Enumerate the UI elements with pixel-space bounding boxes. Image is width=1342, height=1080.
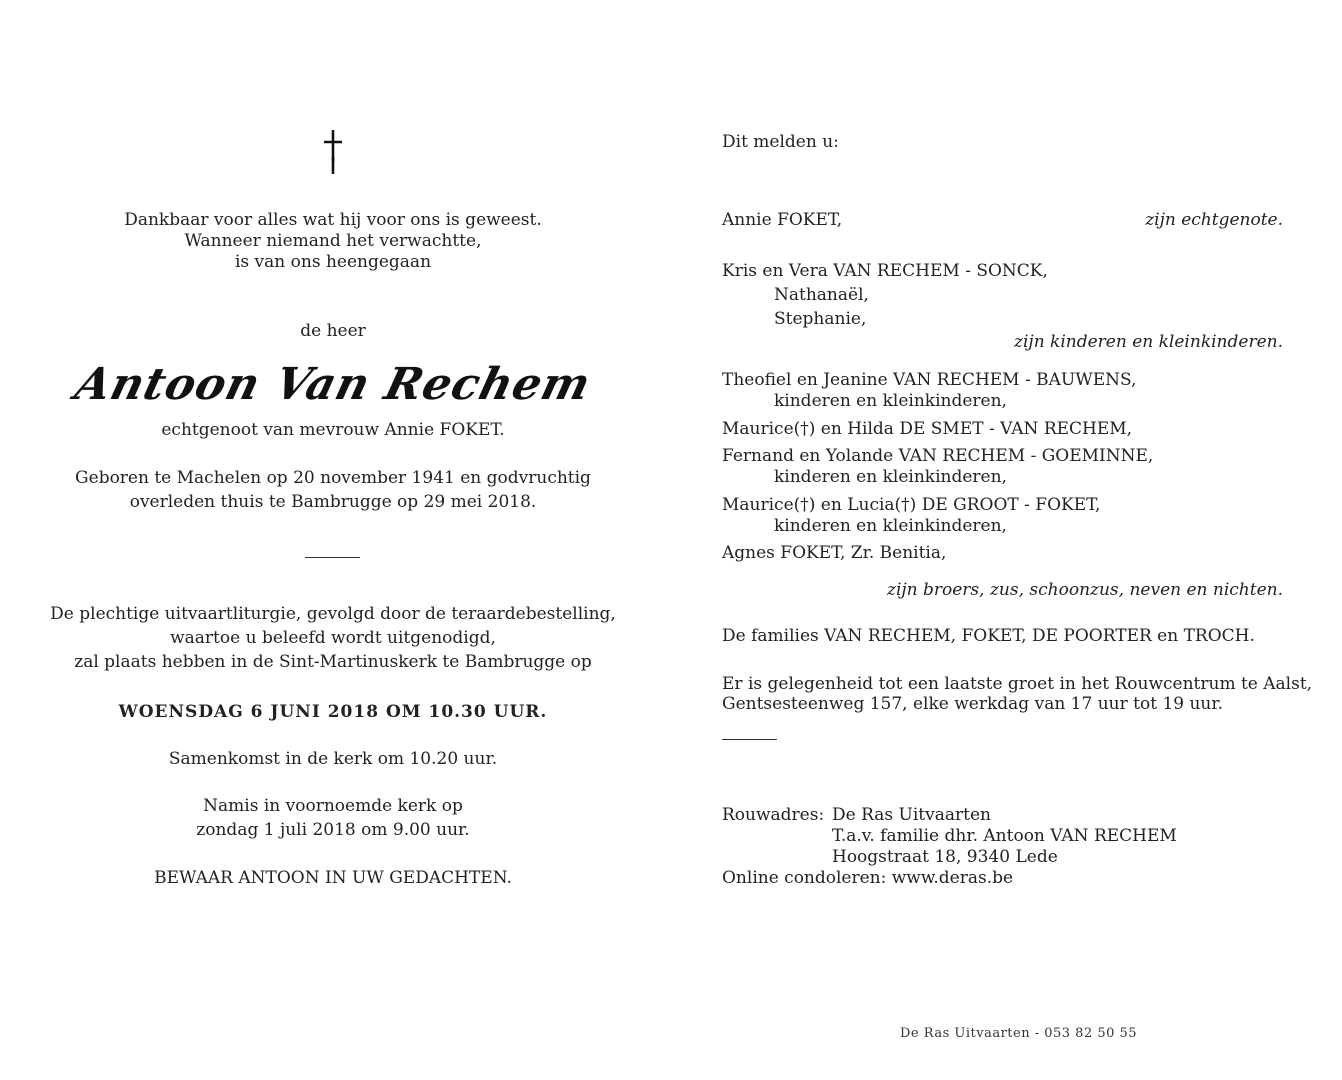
- greeting-line-1: Er is gelegenheid tot een laatste groet in het Rouwcentrum te Aalst,: [722, 674, 1313, 694]
- grandchild-2: Stephanie,: [774, 309, 867, 329]
- intro-line-1: Dankbaar voor alles wat hij voor ons is geweest.: [124, 210, 542, 230]
- siblings-relation: zijn broers, zus, schoonzus, neven en nichten.: [886, 580, 1283, 600]
- honorific: de heer: [300, 321, 366, 341]
- children-relation: zijn kinderen en kleinkinderen.: [1014, 332, 1283, 352]
- liturgy-line-3: zal plaats hebben in de Sint-Martinuskerk te Bambrugge op: [74, 652, 592, 672]
- birth-line-2: overleden thuis te Bambrugge op 29 mei 2018.: [129, 492, 537, 512]
- address-line-1: De Ras Uitvaarten: [832, 805, 991, 825]
- names-mass-line-1: Namis in voornoemde kerk op: [203, 796, 463, 816]
- grandchild-1: Nathanaël,: [774, 285, 869, 305]
- spouse-relation: zijn echtgenote.: [1145, 210, 1283, 230]
- birth-line-1: Geboren te Machelen op 20 november 1941 en godvruchtig: [75, 468, 591, 488]
- families-line: De families VAN RECHEM, FOKET, DE POORTER en TROCH.: [722, 626, 1255, 646]
- intro-line-2: Wanneer niemand het verwachtte,: [184, 231, 482, 251]
- announcement-header: Dit melden u:: [722, 132, 839, 152]
- sibling-2: Maurice(†) en Hilda DE SMET - VAN RECHEM,: [722, 419, 1133, 439]
- sibling-4-sub: kinderen en kleinkinderen,: [774, 516, 1007, 536]
- cross-icon: [321, 128, 345, 176]
- address-line-2: T.a.v. familie dhr. Antoon VAN RECHEM: [832, 826, 1177, 846]
- sibling-1-sub: kinderen en kleinkinderen,: [774, 391, 1007, 411]
- child-family: Kris en Vera VAN RECHEM - SONCK,: [722, 261, 1048, 281]
- liturgy-line-1: De plechtige uitvaartliturgie, gevolgd door de teraardebestelling,: [50, 604, 616, 624]
- greeting-line-2: Gentsesteenweg 157, elke werkdag van 17 uur tot 19 uur.: [722, 694, 1224, 714]
- sibling-3: Fernand en Yolande VAN RECHEM - GOEMINNE,: [722, 446, 1154, 466]
- spouse-name: Annie FOKET,: [722, 210, 843, 230]
- footer-contact: De Ras Uitvaarten - 053 82 50 55: [900, 1026, 1138, 1041]
- closing-line: BEWAAR ANTOON IN UW GEDACHTEN.: [154, 868, 512, 888]
- online-condolence: Online condoleren: www.deras.be: [722, 868, 1014, 888]
- divider-left: [305, 557, 360, 558]
- funeral-date: WOENSDAG 6 JUNI 2018 OM 10.30 UUR.: [118, 702, 548, 722]
- intro-line-3: is van ons heengegaan: [234, 252, 432, 272]
- liturgy-text: [0, 602, 666, 674]
- address-line-3: Hoogstraat 18, 9340 Lede: [832, 847, 1058, 867]
- divider-right: [722, 739, 777, 740]
- spouse-line: echtgenoot van mevrouw Annie FOKET.: [161, 420, 505, 440]
- gathering-time: Samenkomst in de kerk om 10.20 uur.: [168, 749, 498, 769]
- sibling-3-sub: kinderen en kleinkinderen,: [774, 467, 1007, 487]
- deceased-name: Antoon Van Rechem: [70, 359, 597, 410]
- intro-text: [0, 210, 666, 273]
- sibling-4: Maurice(†) en Lucia(†) DE GROOT - FOKET,: [722, 495, 1101, 515]
- liturgy-line-2: waartoe u beleefd wordt uitgenodigd,: [170, 628, 496, 648]
- names-mass-line-2: zondag 1 juli 2018 om 9.00 uur.: [196, 820, 470, 840]
- address-label: Rouwadres:: [722, 805, 825, 825]
- names-mass: [0, 794, 666, 842]
- sibling-5: Agnes FOKET, Zr. Benitia,: [722, 543, 947, 563]
- birth-death-text: [0, 466, 666, 514]
- sibling-1: Theofiel en Jeanine VAN RECHEM - BAUWENS,: [722, 370, 1137, 390]
